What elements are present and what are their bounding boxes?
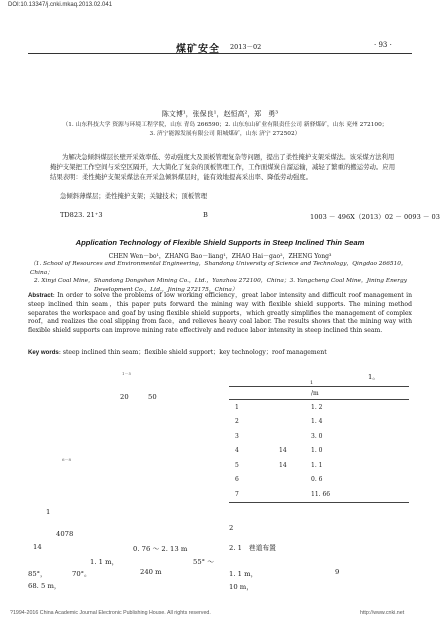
dip-85: 85°， — [28, 570, 47, 578]
abstract-text: : In order to solve the problems of low working efficiency，great labor intensity and difficult roof management in steep inclined thin seam，this paper puts forward the mining way with flexible shield supports. The mining method separates the workspace and goaf by using flexible shield supports，which greatly simplifies the management of complex roof，and realizes the coal slipping from face，and relieves heavy coal labor. The results shows that the mining way with flexible shield supports can improve mining rate effectively and reduce labor intensity in steep inclined thin seam. — [28, 292, 412, 335]
journal-name: 煤矿安全 — [176, 44, 220, 55]
table-row: 5 14 1. 1 — [235, 461, 323, 469]
thickness-1-1: 1. 1 m， — [90, 558, 119, 566]
keywords-cn: 急倾斜薄煤层；柔性掩护支架；关键技术；顶板管理 — [60, 192, 207, 200]
affiliation-cn-line: 3. 济宁能源发展有限公司 阳城煤矿，山东 济宁 272502） — [149, 131, 301, 137]
keywords-en — [28, 347, 327, 356]
value-14: 14 — [33, 543, 42, 551]
affiliation-cn-line: （1. 山东科技大学 资源与环境工程学院，山东 青岛 266590；2. 山东东山矿业有限责任公司 新驿煤矿，山东 兖州 272100； — [62, 122, 388, 128]
table-row: 3 3. 0 — [235, 432, 323, 440]
value-4078: 4078 — [56, 530, 74, 538]
issue-date: 2013－02 — [230, 43, 262, 51]
table-row: 6 0. 6 — [235, 476, 323, 484]
unit-header: /m — [309, 387, 409, 400]
dip-70: 70°。 — [72, 570, 91, 578]
abstract-en — [28, 292, 412, 336]
citation-sup: 1－5 — [122, 371, 132, 376]
length-1-1: 1. 1 m， — [229, 570, 258, 578]
title-en: Application Technology of Flexible Shield Supports in Steep Inclined Thin Seam — [75, 238, 365, 247]
document-code: B — [203, 211, 208, 219]
affiliation-en-line: 2. Xinyi Coal Mine，Shandong Dongshan Mining Co.，Ltd.，Yanzhou 272100，China；3. Yangcheng Coal Mine，Jining Energy — [34, 278, 407, 284]
footer-url: http://www.cnki.net — [360, 610, 405, 616]
table-row: 7 11. 66 — [229, 487, 409, 502]
copyright-footer: ?1994-2016 China Academic Journal Electronic Publishing House. All rights reserved. — [10, 610, 211, 616]
length-68-5: 68. 5 m， — [28, 582, 61, 590]
keywords-text: : steep inclined thin seam；flexible shield support；key technology；roof management — [58, 349, 327, 356]
page-number: · 93 · — [374, 41, 392, 49]
table-caption: 1 — [310, 380, 314, 386]
article-number: 1003 － 496X（2013）02 － 0093 － 03 — [310, 213, 440, 221]
value-50: 50 — [148, 393, 157, 401]
section-heading-2-1: 2. 1 巷道布置 — [229, 544, 276, 552]
value-20: 20 — [120, 393, 129, 401]
value-9: 9 — [335, 568, 340, 576]
authors-cn: 陈文博¹，张保良¹，赵恒高²，郑 勇³ — [161, 110, 279, 118]
section-heading-1: 1 — [46, 508, 51, 516]
table-row: 4 14 1. 0 — [235, 447, 323, 455]
affiliation-en-line: Development Co.，Ltd.，Jining 272175，China） — [94, 286, 238, 293]
header-rule — [28, 53, 412, 54]
abstract-label: Abstract — [28, 292, 53, 299]
citation-sup: 6－8 — [62, 457, 72, 462]
keywords-label: Key words — [28, 349, 59, 356]
affiliations-en — [30, 260, 414, 294]
doi-line: DOI:10.13347/j.cnki.mkaq.2013.02.041 — [8, 2, 113, 8]
clc-number: TD823. 21⁺3 — [60, 211, 103, 219]
thickness-range: 0. 76 ～ 2. 13 m — [133, 545, 188, 553]
affiliations-cn — [40, 121, 410, 139]
affiliation-en-line: （1. School of Resources and Environmental Engineering，Shandong University of Science and Technology，Qingdao 266510，China； — [30, 261, 407, 276]
section-mark: 1。 — [368, 373, 380, 381]
length-240: 240 m — [140, 568, 162, 576]
table-row: 1 1. 2 — [235, 403, 323, 411]
dip-55: 55° ～ — [193, 558, 215, 566]
abstract-cn: 为解决急倾斜煤层长壁开采效率低、劳动强度大及顶板管理复杂等问题，提出了柔性掩护支架采煤法。该采煤方法利用掩护支架把工作空间与采空区隔开，大大简化了复杂的顶板管理工作，工作面煤炭自溜运输，减轻了繁重的搬运劳动。应用结果表明：柔性掩护支架采煤法在开采急倾斜煤层时，能有效地提高采出率、降低劳动强度。 — [50, 153, 396, 181]
authors-en: CHEN Wen－bo¹，ZHANG Bao－liang¹，ZHAO Hai－gao²，ZHENG Yong³ — [108, 253, 332, 260]
coal-seam-table — [229, 386, 409, 503]
table-row: 2 1. 4 — [235, 418, 323, 426]
table-header-row — [229, 387, 409, 400]
length-10: 10 m， — [229, 583, 254, 591]
section-heading-2: 2 — [229, 524, 234, 532]
